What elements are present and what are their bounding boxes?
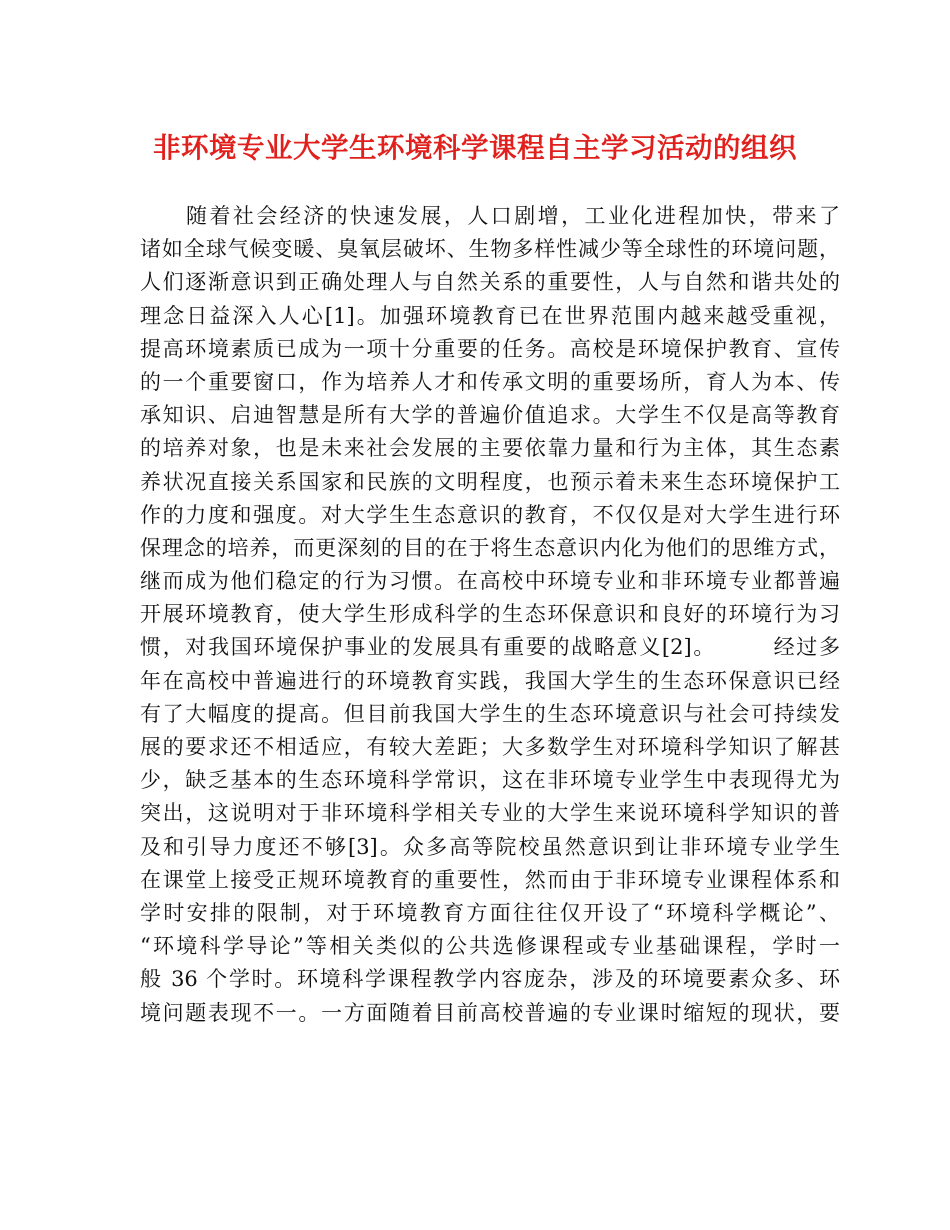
paragraph-line: 的培养对象，也是未来社会发展的主要依靠力量和行为主体，其生态素: [140, 436, 840, 461]
paragraph-line: 展的要求还不相适应，有较大差距；大多数学生对环境科学知识了解甚: [140, 735, 840, 759]
paragraph-line: 诸如全球气候变暖、臭氧层破坏、生物多样性减少等全球性的环境问题，: [140, 237, 840, 262]
paragraph-line: 惯，对我国环境保护事业的发展具有重要的战略意义[2]。 经过多: [140, 635, 840, 660]
document-body: [140, 200, 840, 1030]
paragraph-line: 有了大幅度的提高。但目前我国大学生的生态环境意识与社会可持续发: [140, 701, 840, 726]
document-title: 非环境专业大学生环境科学课程自主学习活动的组织: [153, 132, 797, 164]
paragraph-line: 在课堂上接受正规环境教育的重要性，然而由于非环境专业课程体系和: [140, 867, 840, 892]
paragraph-line: 开展环境教育，使大学生形成科学的生态环保意识和良好的环境行为习: [140, 602, 840, 627]
paragraph-line: 的一个重要窗口，作为培养人才和传承文明的重要场所，育人为本、传: [140, 369, 840, 394]
paragraph-line: 承知识、启迪智慧是所有大学的普遍价值追求。大学生不仅是高等教育: [140, 403, 840, 428]
paragraph-line: 继而成为他们稳定的行为习惯。在高校中环境专业和非环境专业都普遍: [140, 569, 840, 594]
paragraph-line: 提高环境素质已成为一项十分重要的任务。高校是环境保护教育、宣传: [140, 336, 840, 361]
paragraph-line: 少，缺乏基本的生态环境科学常识，这在非环境专业学生中表现得尤为: [140, 768, 840, 793]
paragraph-line: 作的力度和强度。对大学生生态意识的教育，不仅仅是对大学生进行环: [140, 502, 840, 527]
paragraph-line: 突出，这说明对于非环境科学相关专业的大学生来说环境科学知识的普: [140, 801, 840, 826]
paragraph-line: 保理念的培养，而更深刻的目的在于将生态意识内化为他们的思维方式，: [140, 535, 840, 560]
paragraph-line: 年在高校中普遍进行的环境教育实践，我国大学生的生态环保意识已经: [140, 668, 840, 693]
paragraph-line: 般 36 个学时。环境科学课程教学内容庞杂，涉及的环境要素众多、环: [140, 967, 840, 992]
paragraph-line: 境问题表现不一。一方面随着目前高校普遍的专业课时缩短的现状，要: [140, 1000, 840, 1025]
paragraph-line: 养状况直接关系国家和民族的文明程度，也预示着未来生态环境保护工: [140, 469, 840, 494]
paragraph-line: 及和引导力度还不够[3]。众多高等院校虽然意识到让非环境专业学生: [140, 834, 840, 859]
paragraph-line: 理念日益深入人心[1]。加强环境教育已在世界范围内越来越受重视，: [140, 303, 840, 328]
paragraph-line: “环境科学导论”等相关类似的公共选修课程或专业基础课程，学时一: [140, 934, 840, 959]
paragraph-line: 学时安排的限制，对于环境教育方面往往仅开设了“环境科学概论”、: [140, 900, 840, 925]
paragraph-line: 人们逐渐意识到正确处理人与自然关系的重要性，人与自然和谐共处的: [140, 270, 840, 295]
paragraph-line: 随着社会经济的快速发展，人口剧增，工业化进程加快，带来了: [186, 204, 840, 228]
